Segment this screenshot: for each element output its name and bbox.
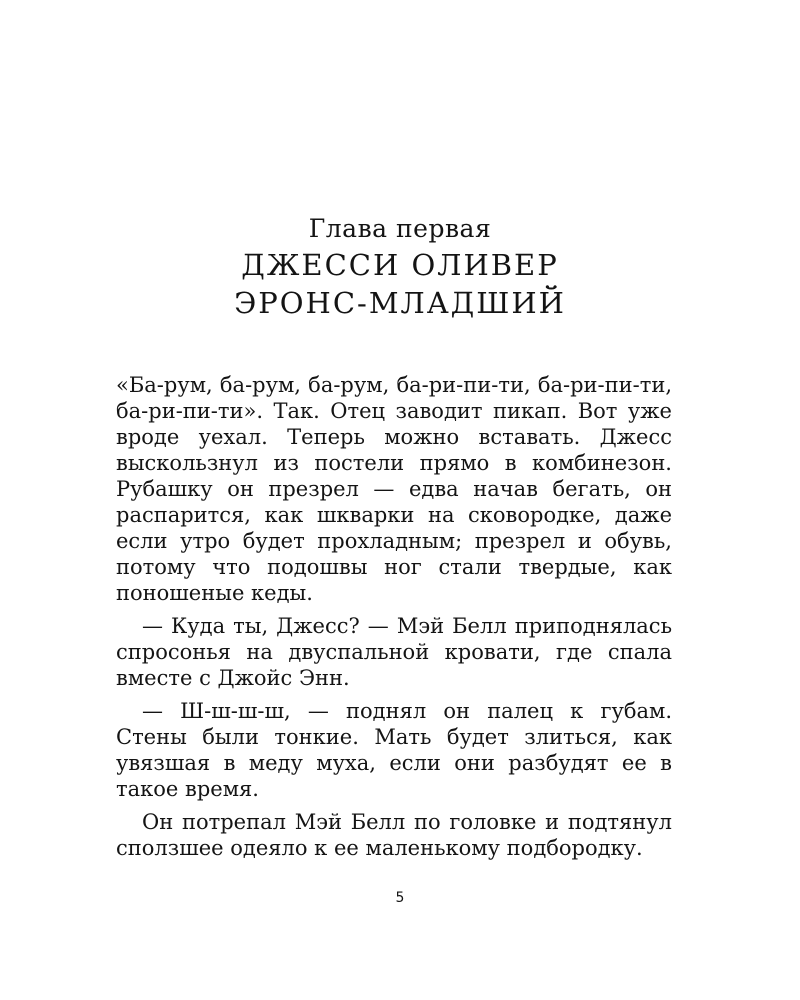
chapter-title-line-1: ДЖЕССИ ОЛИВЕР bbox=[241, 248, 559, 282]
chapter-label: Глава первая bbox=[308, 214, 492, 243]
page-number: 5 bbox=[395, 890, 405, 906]
paragraph-2: — Куда ты, Джесс? — Мэй Белл приподнялась спросонья на двуспальной кровати, где спала вместе с Джойс Энн. bbox=[116, 614, 672, 690]
paragraph-4: Он потрепал Мэй Белл по головке и подтянул сползшее одеяло к ее маленькому подбородку. bbox=[116, 810, 672, 860]
paragraph-3: — Ш-ш-ш-ш, — поднял он палец к губам. Стены были тонкие. Мать будет злиться, как увязшая в меду муха, если они разбудят ее в такое время. bbox=[116, 699, 672, 801]
chapter-title bbox=[0, 246, 800, 322]
paragraph-1: «Ба-рум, ба-рум, ба-рум, ба-ри-пи-ти, ба-ри-пи-ти, ба-ри-пи-ти». Так. Отец заводит пикап. Вот уже вроде уехал. Теперь можно вставать. Джесс выскользнул из постели прямо в комбинезон. Рубашку он презрел — едва начав бегать, он распарится, как шкварки на сковородке, даже если утро будет прохладным; презрел и обувь, потому что подошвы ног стали твердые, как поношеные кеды. bbox=[116, 373, 672, 605]
chapter-title-line-2: ЭРОНС-МЛАДШИЙ bbox=[234, 286, 566, 320]
body-text bbox=[116, 372, 672, 868]
